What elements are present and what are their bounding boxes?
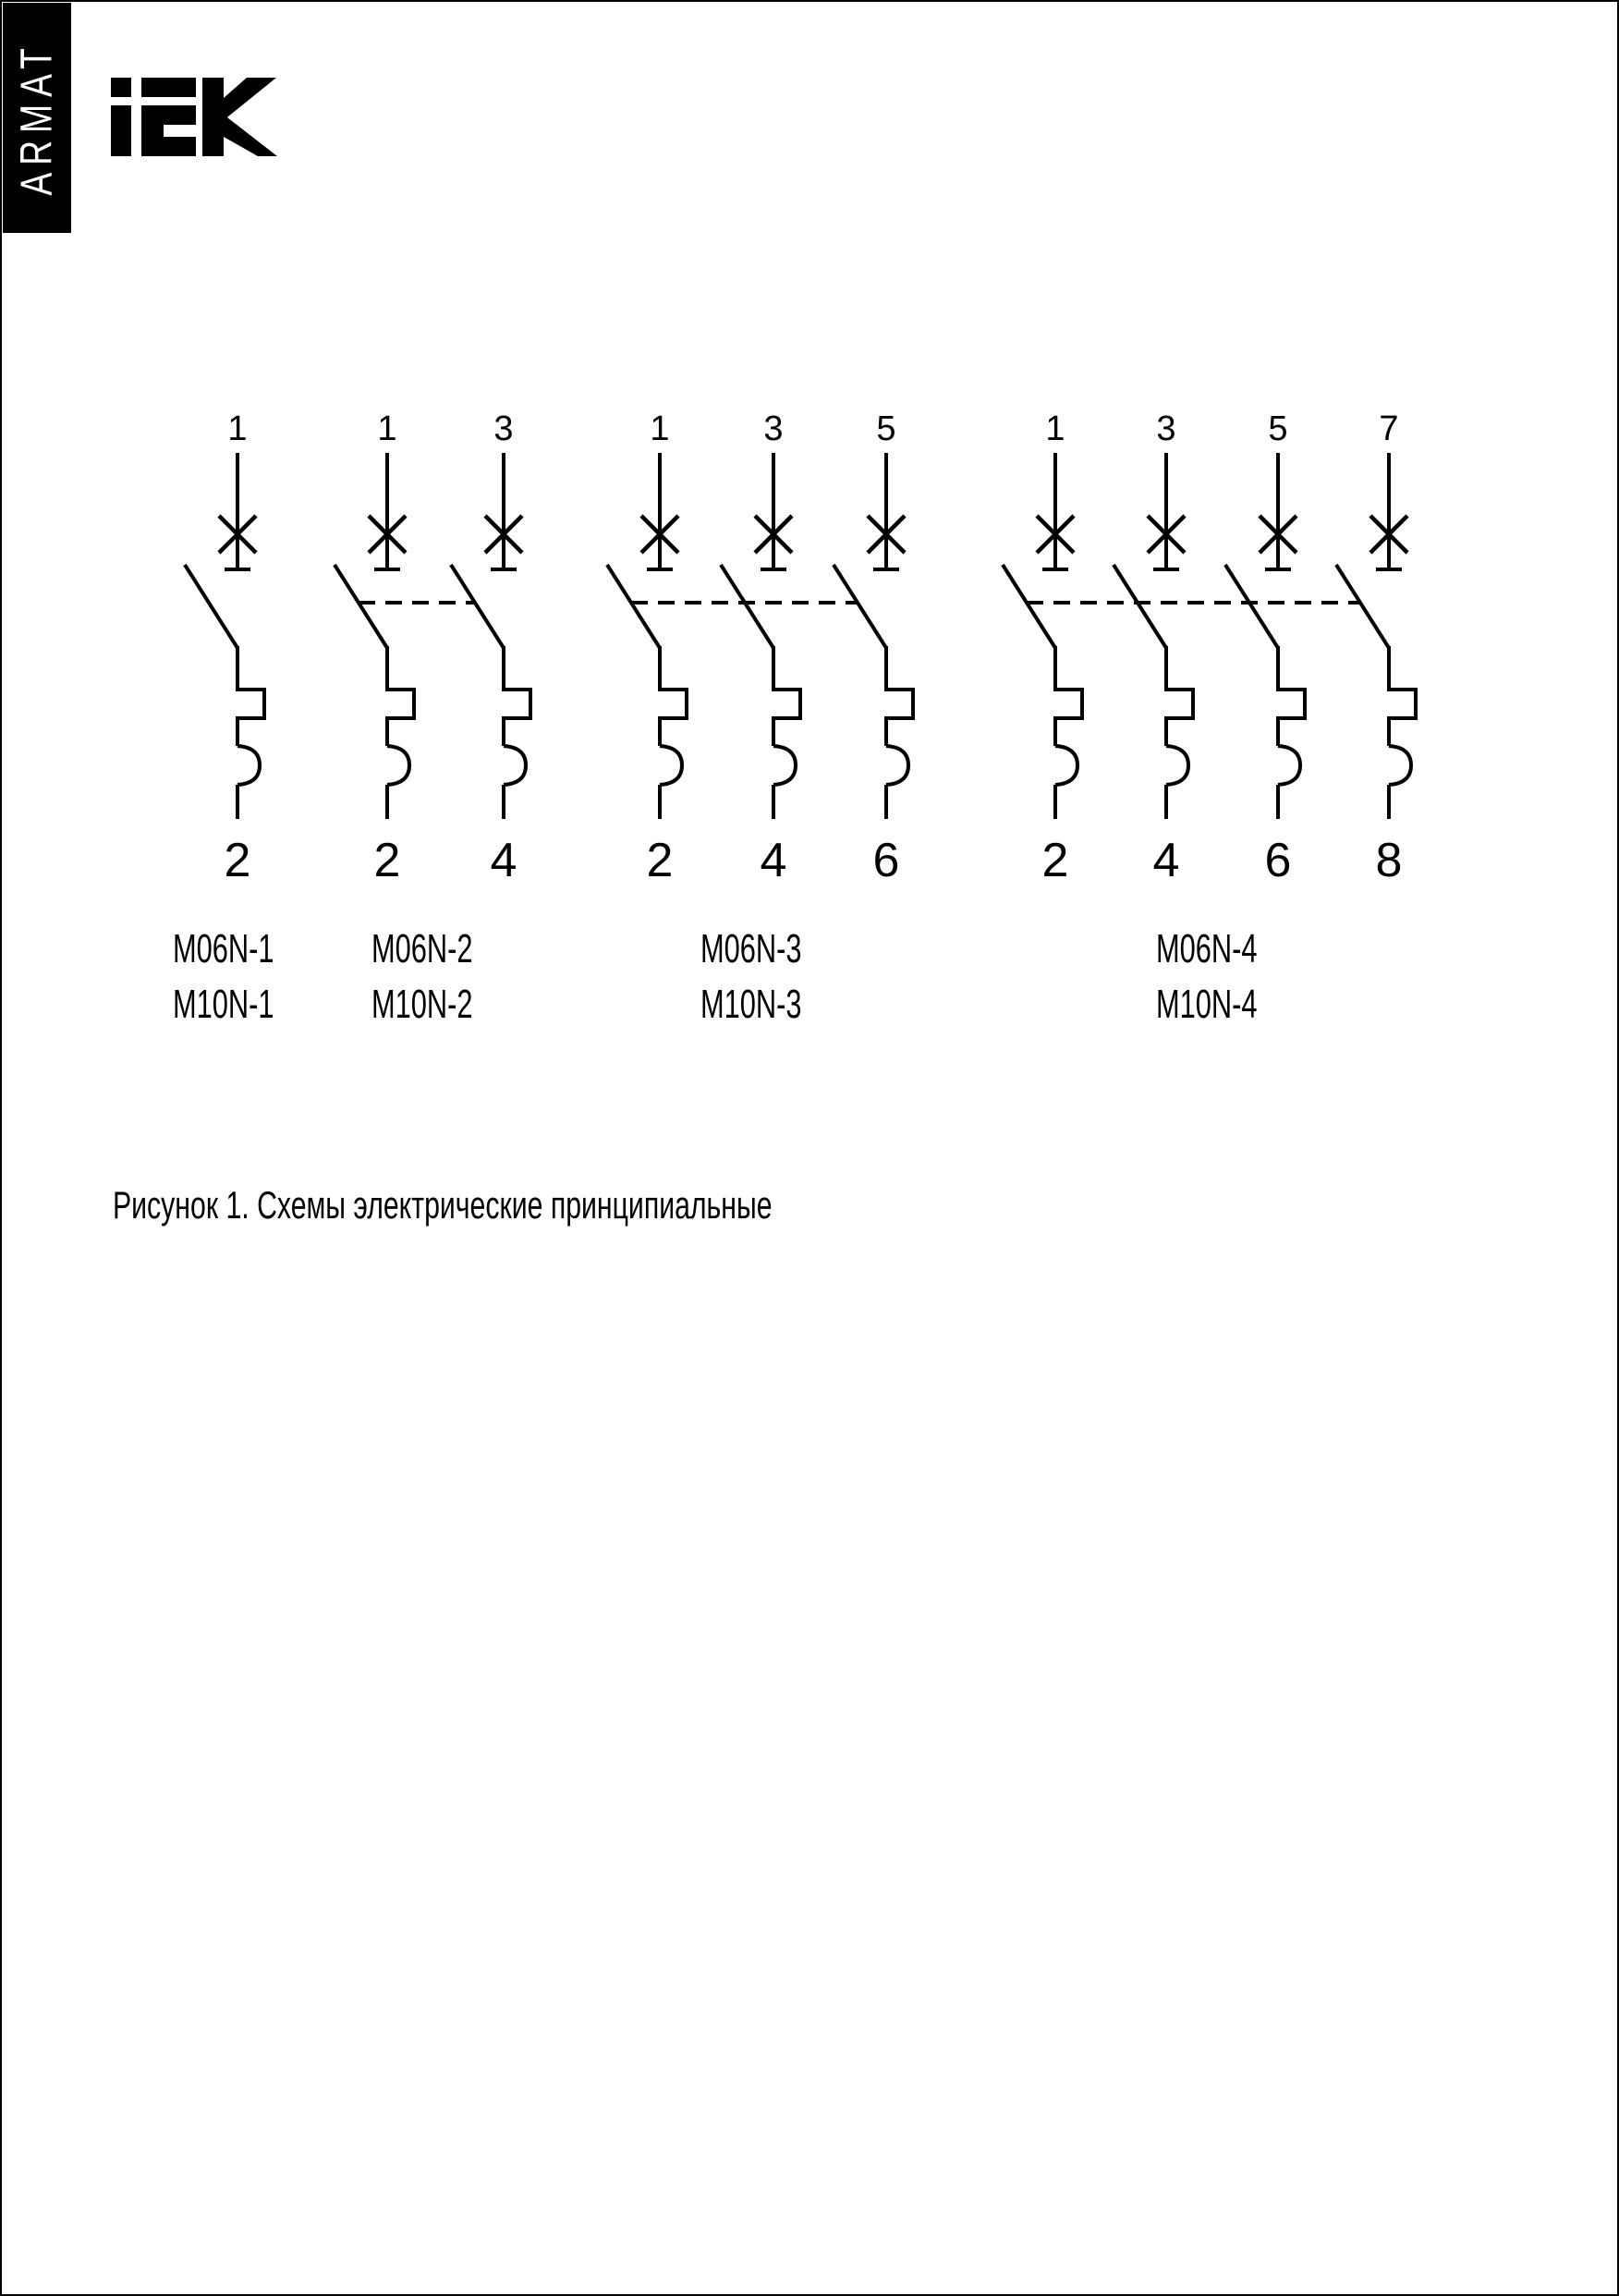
magnetic-coil	[1166, 746, 1188, 785]
terminal-number-top: 1	[227, 409, 248, 448]
thermal-release-element	[237, 646, 264, 746]
armat-banner-label: ARMAT	[12, 40, 62, 196]
terminal-number-bottom: 6	[872, 834, 900, 887]
model-name: M10N-4	[1156, 982, 1258, 1027]
switch-lever	[834, 565, 886, 648]
magnetic-coil	[660, 746, 682, 785]
thermal-release-element	[886, 646, 913, 746]
terminal-number-bottom: 4	[1152, 834, 1180, 887]
breaker-pole	[1336, 409, 1416, 887]
model-name: M10N-3	[700, 982, 802, 1027]
switch-lever	[1114, 565, 1166, 648]
magnetic-coil	[773, 746, 796, 785]
switch-lever	[335, 565, 387, 648]
model-name: M06N-3	[700, 926, 802, 971]
switch-lever	[1225, 565, 1278, 648]
switch-lever	[451, 565, 504, 648]
thermal-release-element	[1278, 646, 1305, 746]
breaker-pole	[1114, 409, 1193, 887]
model-name: M06N-2	[371, 926, 473, 971]
terminal-number-bottom: 6	[1264, 834, 1292, 887]
thermal-release-element	[1389, 646, 1416, 746]
magnetic-coil	[1055, 746, 1077, 785]
model-name: M06N-1	[173, 926, 274, 971]
terminal-number-top: 1	[1045, 409, 1065, 448]
breaker-pole	[451, 409, 530, 887]
terminal-number-top: 3	[1156, 409, 1176, 448]
terminal-number-top: 3	[763, 409, 784, 448]
breaker-pole	[335, 409, 414, 887]
breaker-pole	[721, 409, 800, 887]
thermal-release-element	[773, 646, 800, 746]
terminal-number-top: 1	[650, 409, 670, 448]
magnetic-coil	[1278, 746, 1300, 785]
terminal-number-bottom: 4	[490, 834, 517, 887]
switch-lever	[185, 565, 237, 648]
terminal-number-bottom: 8	[1375, 834, 1403, 887]
terminal-number-top: 3	[493, 409, 514, 448]
switch-lever	[1336, 565, 1389, 648]
breaker-pole	[834, 409, 913, 887]
magnetic-coil	[1389, 746, 1411, 785]
thermal-release-element	[1055, 646, 1082, 746]
model-name: M06N-4	[1156, 926, 1258, 971]
circuit-diagram-m06n-3	[607, 409, 913, 887]
breaker-pole	[1225, 409, 1305, 887]
terminal-number-bottom: 4	[760, 834, 787, 887]
circuit-diagram-m06n-4	[1003, 409, 1416, 887]
switch-lever	[721, 565, 773, 648]
magnetic-coil	[886, 746, 908, 785]
model-name: M10N-2	[371, 982, 473, 1027]
thermal-release-element	[1166, 646, 1193, 746]
thermal-release-element	[504, 646, 530, 746]
model-label-m06n-3	[700, 922, 978, 1032]
circuit-diagram-m06n-2	[335, 409, 530, 887]
model-label-m06n-2	[371, 922, 649, 1032]
switch-lever	[607, 565, 660, 648]
terminal-number-bottom: 2	[373, 834, 401, 887]
breaker-pole	[1003, 409, 1082, 887]
breaker-pole	[607, 409, 687, 887]
terminal-number-bottom: 2	[224, 834, 251, 887]
magnetic-coil	[504, 746, 526, 785]
model-name: M10N-1	[173, 982, 274, 1027]
model-label-m06n-4	[1156, 922, 1433, 1032]
terminal-number-top: 1	[377, 409, 397, 448]
magnetic-coil	[387, 746, 409, 785]
terminal-number-top: 5	[876, 409, 896, 448]
breaker-pole	[185, 409, 264, 887]
magnetic-coil	[237, 746, 260, 785]
terminal-number-bottom: 2	[1041, 834, 1069, 887]
schematic-figure-canvas	[2, 2, 1619, 926]
terminal-number-top: 5	[1268, 409, 1288, 448]
figure-caption: Рисунок 1. Схемы электрические принципиальные	[113, 1183, 773, 1227]
switch-lever	[1003, 565, 1055, 648]
thermal-release-element	[387, 646, 414, 746]
circuit-diagram-m06n-1	[185, 409, 264, 887]
terminal-number-top: 7	[1379, 409, 1399, 448]
thermal-release-element	[660, 646, 687, 746]
terminal-number-bottom: 2	[646, 834, 674, 887]
